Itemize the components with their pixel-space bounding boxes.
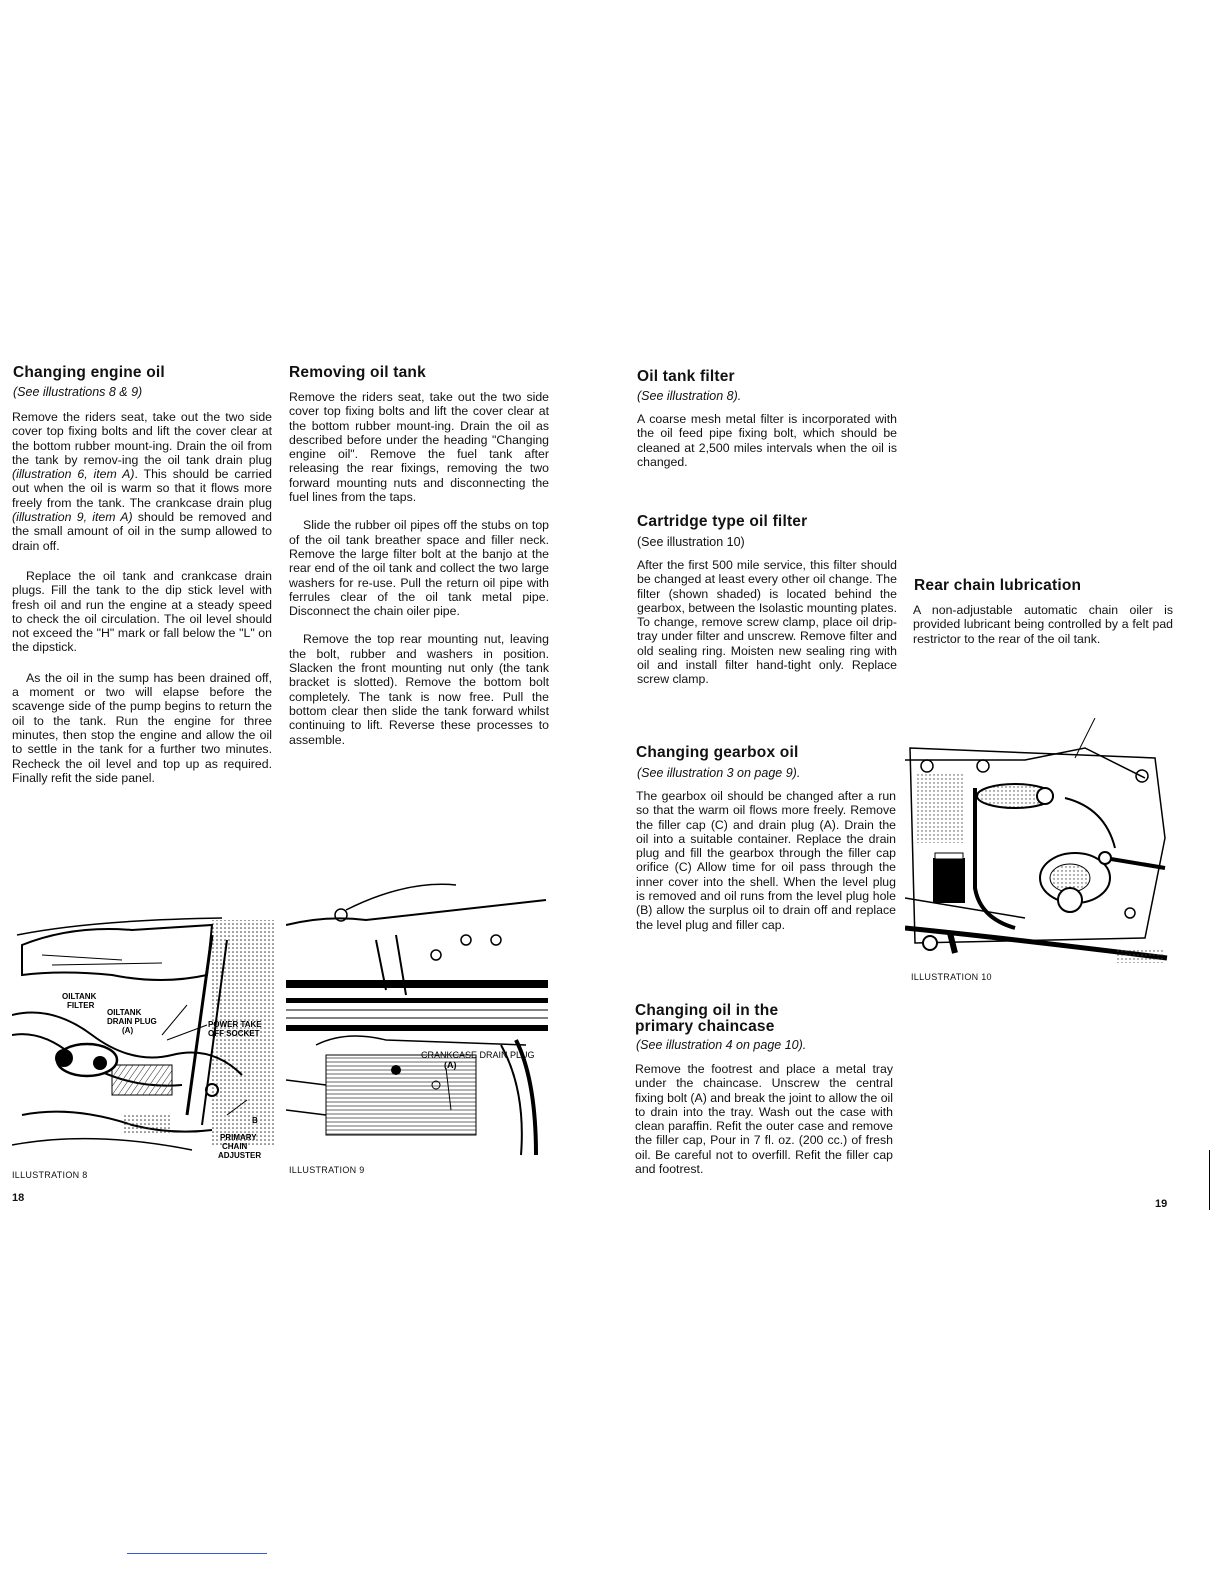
- heading-oil-tank-filter: Oil tank filter: [637, 368, 735, 385]
- label-power-take-1: POWER TAKE: [208, 1020, 262, 1029]
- illustration-9-drawing: [286, 880, 548, 1160]
- subheading-gearbox-oil: (See illustration 3 on page 9).: [637, 766, 801, 780]
- engine-oil-paragraph-3: As the oil in the sump has been drained off, a moment or two will elapse before the scavenge side of the pump begins to return the oil to the tank. Run the engine for three minutes, then stop the engine and allow the oil to settle in the tank for a further two minutes. Recheck the oil level and top up as required. Finally refit the side panel.: [12, 670, 272, 785]
- heading-removing-oil-tank: Removing oil tank: [289, 364, 426, 381]
- heading-primary-chaincase-line2: primary chaincase: [635, 1018, 775, 1035]
- removing-tank-paragraph-1: Remove the riders seat, take out the two side cover top fixing bolts and lift the cover clear at the bottom rubber mount-ing. Drain the oil as described before under the heading "Changing engine oil". Remove the fuel tank after releasing the rear fixings, removing the two forward mounting nuts and disconnecting the fuel lines from the taps.: [289, 390, 549, 505]
- cartridge-filter-body: After the first 500 mile service, this filter should be changed at least every other oil change. The filter (shown shaded) is located behind the gearbox, between the Isolastic mounting plates. To change, remove screw clamp, place oil drip-tray under filter and unscrew. Remove filter and old sealing ring. Moisten new sealing ring with oil and install filter hand-tight only. Replace screw clamp.: [637, 558, 897, 687]
- engine-oil-paragraph-1: Remove the riders seat, take out the two side cover top fixing bolts and lift the cover clear at the bottom rubber mount-ing. Drain the oil from the tank by remov-ing the oil tank drain plug (illustration 6, item A). This should be carried out when the oil is warm so that it flows more freely from the tank. The crankcase drain plug (illustration 9, item A) should be removed and the small amount of oil in the sump allowed to drain off.: [12, 410, 273, 553]
- illustration-9: [286, 880, 548, 1160]
- label-crankcase-drain-plug: CRANKCASE DRAIN PLUG: [421, 1050, 535, 1060]
- oil-tank-filter-body: A coarse mesh metal filter is incorporated with the oil feed pipe fixing bolt, which should be cleaned at 2,500 miles intervals when the oil is changed.: [637, 412, 897, 469]
- engine-oil-body: [12, 410, 272, 797]
- primary-chaincase-body: Remove the footrest and place a metal tray under the chaincase. Unscrew the central fixing bolt (A) and break the joint to allow the oil to drain into the tray. Wash out the case with clean paraffin. Refit the outer case and remove the filler cap, Pour in 7 fl. oz. (200 cc.) of fresh oil. Be careful not to overfill. Refit the filler cap and footrest.: [635, 1062, 893, 1177]
- bottom-rule: [127, 1553, 267, 1554]
- engine-oil-paragraph-2: Replace the oil tank and crankcase drain plugs. Fill the tank to the dip stick level with fresh oil and run the engine at a steady speed to check the oil circulation. The oil level should not exceed the "H" mark or fall below the "L" on the dipstick.: [12, 568, 272, 655]
- heading-cartridge-oil-filter: Cartridge type oil filter: [637, 513, 808, 530]
- label-a: (A): [444, 1060, 457, 1070]
- label-oiltank-filter-1: OILTANK: [62, 992, 97, 1001]
- label-oiltank-drain-2: DRAIN PLUG: [107, 1017, 157, 1026]
- label-power-take-2: OFF SOCKET: [208, 1029, 260, 1038]
- illustration-8-drawing: [12, 915, 274, 1163]
- heading-primary-chaincase-line1: Changing oil in the: [635, 1002, 779, 1019]
- caption-illustration-9: ILLUSTRATION 9: [289, 1165, 365, 1175]
- gearbox-oil-body: The gearbox oil should be changed after a run so that the warm oil flows more freely. Remove the filler cap (C) and drain plug (A). Drain the oil into a suitable container. Replace the drain plug and fill the gearbox through the filler cap orifice (C) Allow time for oil pass through the inner cover into the shell. When the level plug is removed and oil runs from the level plug hole (B) allow the surplus oil to drain off and replace the level plug and filler cap.: [636, 789, 896, 932]
- rear-chain-body: A non-adjustable automatic chain oiler is provided lubricant being controlled by a felt pad restrictor to the rear of the oil tank.: [913, 603, 1173, 646]
- subheading-oil-tank-filter: (See illustration 8).: [637, 389, 742, 403]
- label-primary-chain-1: PRIMARY: [220, 1133, 257, 1142]
- subheading-see-illustrations: (See illustrations 8 & 9): [13, 385, 143, 399]
- page-right-edge-line: [1209, 1150, 1210, 1210]
- illustration-10: [905, 718, 1170, 968]
- illustration-8: [12, 915, 274, 1163]
- page-number-18: 18: [12, 1192, 25, 1204]
- label-primary-chain-2: CHAIN: [222, 1142, 248, 1151]
- removing-tank-paragraph-3: Remove the top rear mounting nut, leaving the bolt, rubber and washers in position. Slacken the front mounting nut only (the tank bracket is slotted). Remove the bottom bolt completely. The tank is now free. Pull the bottom clear then slide the tank forward whilst continuing to lift. Reverse these processes to assemble.: [289, 632, 549, 747]
- label-oiltank-filter-2: FILTER: [67, 1001, 95, 1010]
- label-primary-chain-3: ADJUSTER: [218, 1151, 262, 1160]
- heading-changing-gearbox-oil: Changing gearbox oil: [636, 744, 799, 761]
- label-oiltank-drain-1: OILTANK: [107, 1008, 142, 1017]
- heading-rear-chain-lubrication: Rear chain lubrication: [914, 577, 1082, 594]
- label-oiltank-drain-3: (A): [122, 1026, 134, 1035]
- subheading-primary-chaincase: (See illustration 4 on page 10).: [636, 1038, 807, 1052]
- removing-tank-paragraph-2: Slide the rubber oil pipes off the stubs on top of the oil tank breather space and filler neck. Remove the large filter bolt at the banjo at the rear end of the oil tank and collect the two large washers for re-use. Pull the return oil pipe with ferrules clear of the oil tank metal pipe. Disconnect the chain oiler pipe.: [289, 518, 549, 619]
- page-number-19: 19: [1155, 1198, 1168, 1210]
- label-b: B: [252, 1116, 258, 1125]
- caption-illustration-10: ILLUSTRATION 10: [911, 972, 992, 982]
- illustration-10-drawing: [905, 718, 1170, 968]
- caption-illustration-8: ILLUSTRATION 8: [12, 1170, 88, 1180]
- subheading-cartridge-oil-filter: (See illustration 10): [637, 535, 745, 549]
- heading-changing-engine-oil: Changing engine oil: [13, 364, 165, 381]
- removing-tank-body: [289, 390, 549, 759]
